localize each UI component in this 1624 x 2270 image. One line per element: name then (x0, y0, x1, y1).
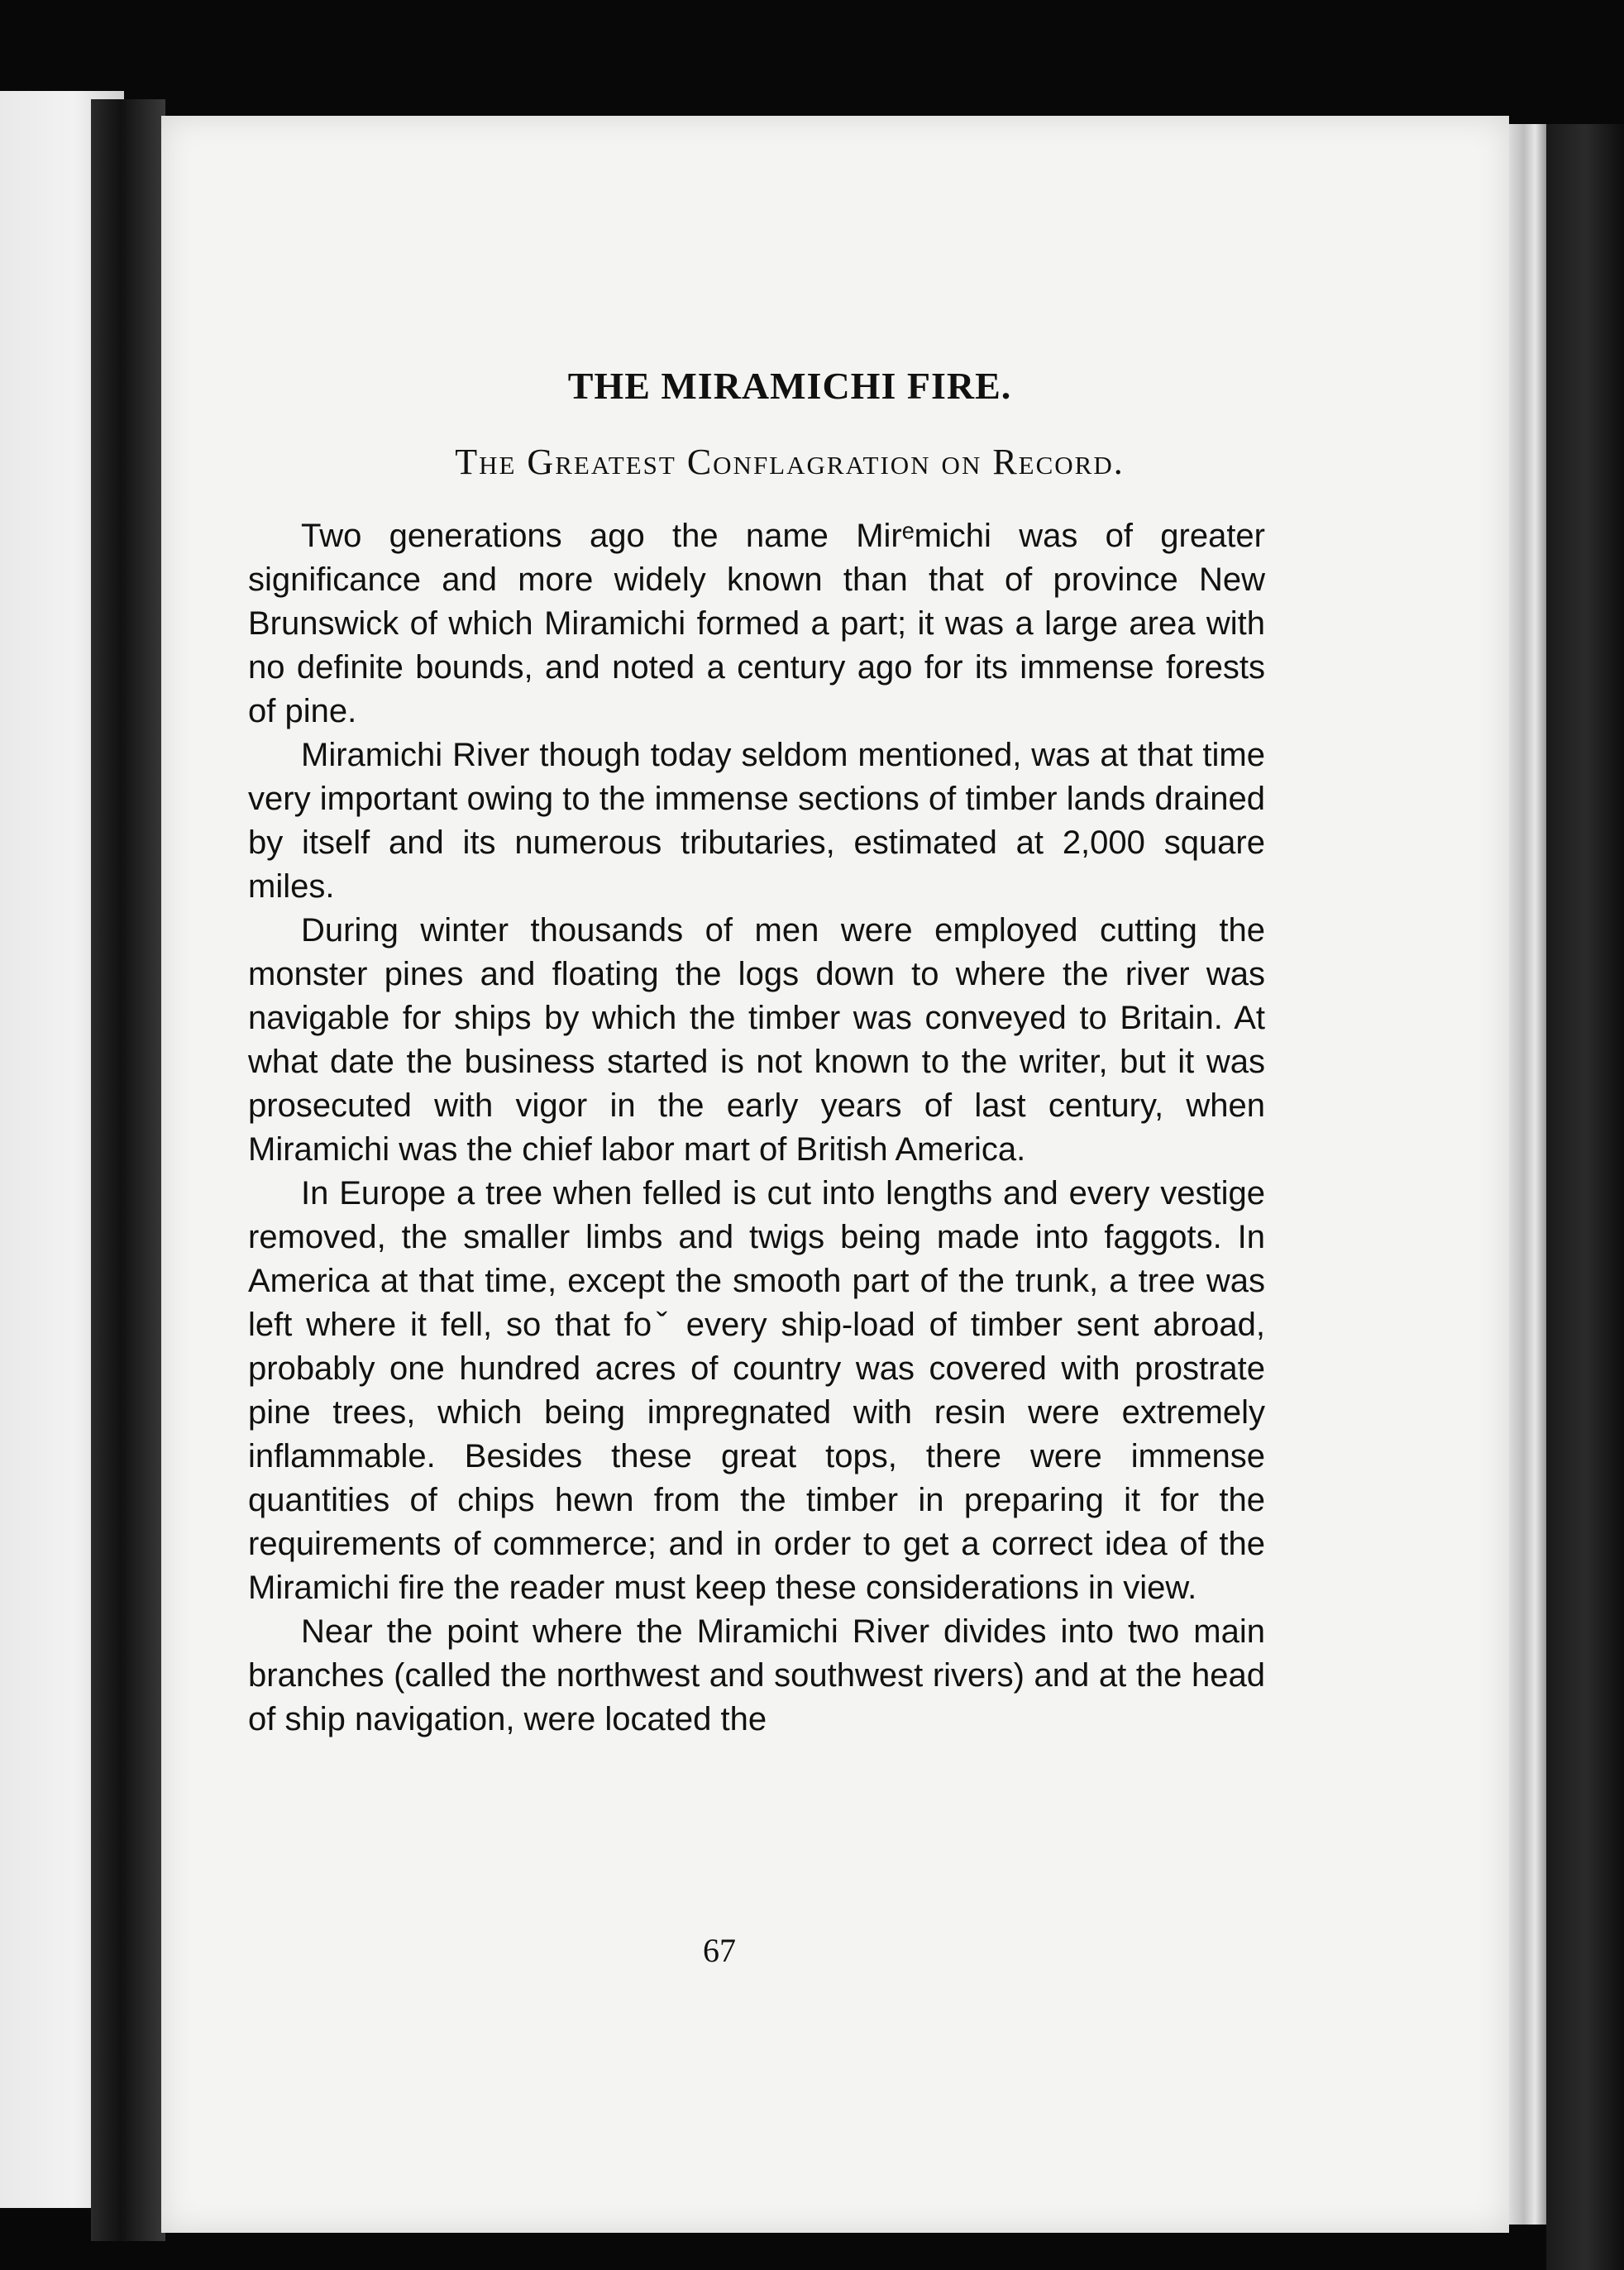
book-gutter (91, 99, 165, 2241)
chapter-subtitle: The Greatest Conflagration on Record. (455, 442, 1125, 482)
paragraph: Miramichi River though today seldom mentioned, was at that time very important owing to the immense sections of timber lands drained by itself and its numerous tributaries, estimated at 2,000 square miles. (248, 737, 1265, 905)
chapter-title: THE MIRAMICHI FIRE. (567, 365, 1012, 407)
page-content (248, 364, 1265, 1742)
scan-background (1546, 124, 1624, 2270)
paragraph: During winter thousands of men were employed cutting the monster pines and floating the logs down to where the river was navigable for ships by which the timber was conveyed to Britain. At what date the business started is not known to the writer, but it was prosecuted with vigor in the early years of last century, when Miramichi was the chief labor mart of British America. (248, 912, 1265, 1168)
page-number: 67 (703, 1932, 736, 1969)
page-stack-edge (1509, 124, 1546, 2225)
paragraph: Near the point where the Miramichi River divides into two main branches (called the northwest and southwest rivers) and at the head of ship navigation, were located the (248, 1613, 1265, 1737)
paragraph: In Europe a tree when felled is cut into lengths and every vestige removed, the smaller limbs and twigs being made into faggots. In America at that time, except the smooth part of the trunk, a tree was left where it fell, so that foˇ every ship-load of timber sent abroad, probably one hundred acres of country was covered with prostrate pine trees, which being impregnated with resin were extremely inflammable. Besides these great tops, there were immense quantities of chips hewn from the timber in preparing it for the requirements of commerce; and in order to get a correct idea of the Miramichi fire the reader must keep these considerations in view. (248, 1175, 1265, 1606)
paragraph: Two generations ago the name Mirᵉmichi was of greater significance and more widely known than that of province New Brunswick of which Miramichi formed a part; it was a large area with no definite bounds, and noted a century ago for its immense forests of pine. (248, 518, 1265, 729)
